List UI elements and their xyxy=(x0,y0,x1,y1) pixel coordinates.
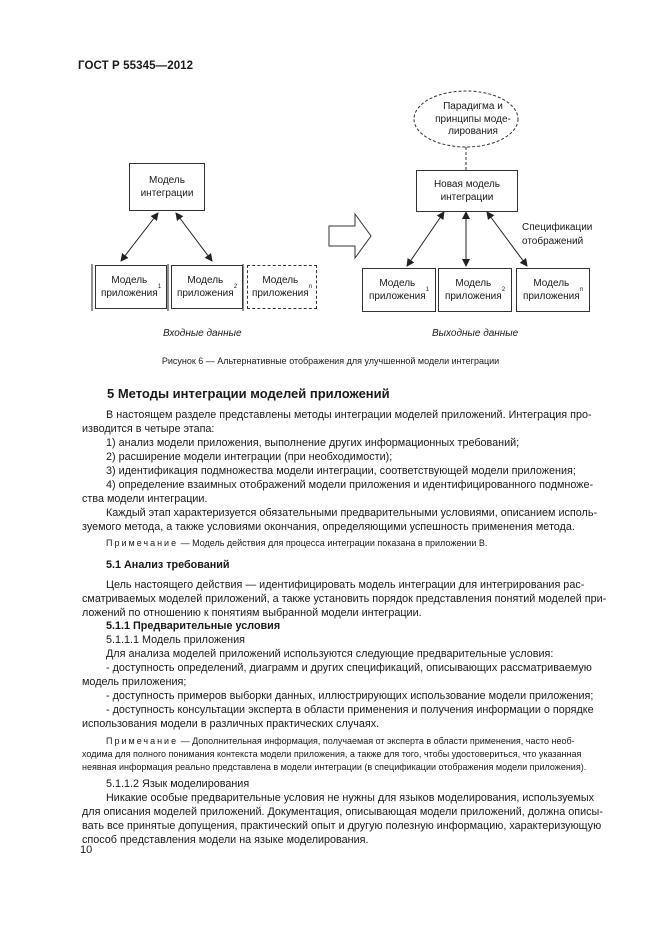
step-1: 1) анализ модели приложения, выполнение других информационных требований; xyxy=(106,437,520,449)
input-data-caption: Входные данные xyxy=(163,328,242,339)
note-2-line-1: Примечание — Дополнительная информация, получаемая от эксперта в области применения, часто необ- xyxy=(106,736,575,746)
note-2-line-2: ходима для полного понимания контекста модели приложения, а также для того, чтобы удостовериться, что указанная xyxy=(82,749,582,759)
s511-line-1: Для анализа моделей приложений используются следующие предварительные условия: xyxy=(106,648,554,660)
new-integration-model-box: Новая модель интеграции xyxy=(416,170,518,212)
s511-line-2: - доступность определений, диаграмм и других спецификаций, описывающих рассматриваемую xyxy=(106,662,592,674)
s51-line-2: сматриваемых моделей приложений, а также установить порядок представления понятий моделей при- xyxy=(82,593,607,605)
s5112-line-2: для описания моделей приложений. Документация, описывающая модели приложений, должна описы- xyxy=(82,806,603,818)
paradigm-text: Парадигма и принципы моде- лирования xyxy=(435,101,511,138)
each-stage-line-1: Каждый этап характеризуется обязательными предварительными условиями, описанием исполь- xyxy=(106,507,598,519)
page-number: 10 xyxy=(80,844,93,856)
s511-line-4: - доступность примеров выборки данных, иллюстрирующих использование модели приложения; xyxy=(106,690,594,702)
standard-header: ГОСТ Р 55345—2012 xyxy=(78,60,194,72)
right-arrow-3 xyxy=(487,212,527,266)
subsection-title: 5.1 Анализ требований xyxy=(106,559,230,571)
left-app-model-box-n: Модель приложения n xyxy=(247,265,317,309)
s5112-line-1: Никакие особые предварительные условия не нужны для языков моделирования, используемых xyxy=(106,792,595,804)
figure-caption: Рисунок 6 — Альтернативные отображения для улучшенной модели интеграции xyxy=(161,356,500,366)
left-app-model-box-2: Модель приложения 2 xyxy=(171,265,243,309)
s511-line-6: использования модели в различных практических случаях. xyxy=(82,718,380,730)
left-arrow-1 xyxy=(121,213,158,261)
intro-line-2: изводится в четыре этапа: xyxy=(82,423,215,435)
right-app-model-box-n: Модель приложения n xyxy=(516,268,590,312)
s51-line-3: ложений по отношению к понятиям выбранной модели интеграции. xyxy=(82,607,422,619)
each-stage-line-2: зуемого метода, а также условиями окончания, определяющими успешность применения метода. xyxy=(82,521,575,533)
right-app-model-box-1: Модель приложения 1 xyxy=(362,268,436,312)
s511-line-3: модель приложения; xyxy=(82,676,187,688)
section-title: 5 Методы интеграции моделей приложений xyxy=(107,386,390,401)
note-1: Примечание — Модель действия для процесса интеграции показана в приложении В. xyxy=(106,538,488,548)
output-data-caption: Выходные данные xyxy=(432,328,519,339)
s5112-line-4: способ представления модели на языке моделирования. xyxy=(82,834,369,846)
step-4-continuation: ства модели интеграции. xyxy=(82,493,208,505)
left-app-model-box-1: Модель приложения 1 xyxy=(95,265,167,309)
s5112-line-3: вать все принятые допущения, практический опыт и другую полезную информацию, характеризующую xyxy=(82,820,602,832)
note-2-line-3: неявная информация реально представлена в модели интеграции (в спецификации отображения модели приложения). xyxy=(82,762,587,772)
right-app-model-box-2: Модель приложения 2 xyxy=(438,268,512,312)
mapping-spec-label: Спецификации отображений xyxy=(522,222,593,247)
step-3: 3) идентификация подмножества модели интеграции, соответствующей модели приложения; xyxy=(106,465,576,477)
step-4: 4) определение взаимных отображений модели приложения и идентифицированного подмноже- xyxy=(106,479,594,491)
transition-arrow xyxy=(329,214,371,258)
left-integration-model-box: Модель интеграции xyxy=(129,163,205,211)
s511-line-5: - доступность консультации эксперта в области применения и получения информации о порядке xyxy=(106,704,594,716)
modeling-language-subtitle: 5.1.1.2 Язык моделирования xyxy=(106,778,250,790)
left-arrow-2 xyxy=(176,213,212,261)
preconditions-title: 5.1.1 Предварительные условия xyxy=(106,620,281,632)
step-2: 2) расширение модели интеграции (при необходимости); xyxy=(106,451,393,463)
right-arrow-1 xyxy=(407,212,444,266)
intro-line-1: В настоящем разделе представлены методы интеграции моделей приложений. Интеграция про- xyxy=(106,409,592,421)
app-model-subtitle: 5.1.1.1 Модель приложения xyxy=(106,634,246,646)
s51-line-1: Цель настоящего действия — идентифицировать модель интеграции для интегрирования рас- xyxy=(106,579,585,591)
